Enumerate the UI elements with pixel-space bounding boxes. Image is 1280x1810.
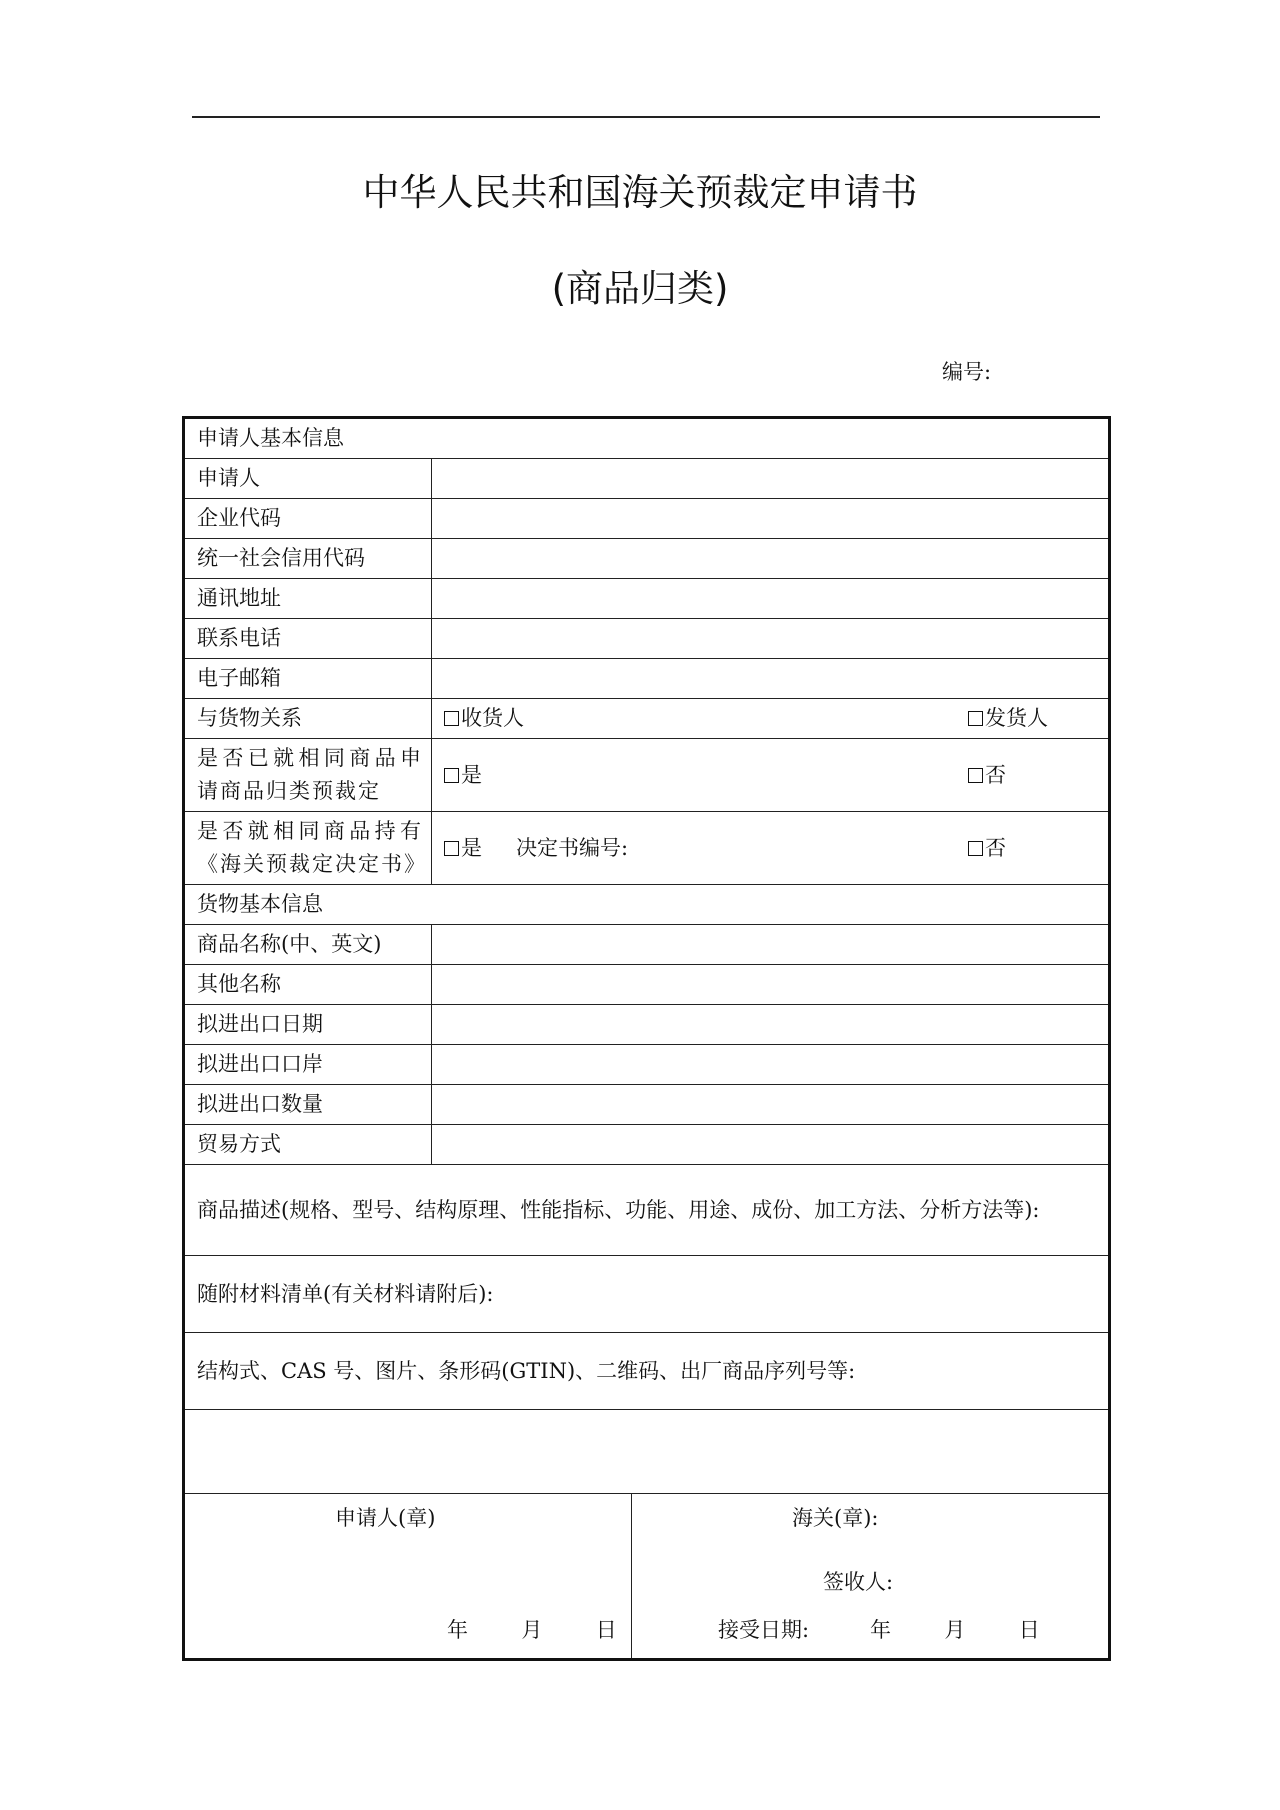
structure-field[interactable] — [184, 1333, 1110, 1410]
applicant-date-label: 年 月 日 — [447, 1618, 617, 1642]
applied-no-option[interactable] — [968, 759, 1072, 792]
trade-mode-field[interactable] — [432, 1125, 1110, 1165]
phone-label: 联系电话 — [184, 619, 432, 659]
relation-label: 与货物关系 — [184, 699, 432, 739]
page-title: 中华人民共和国海关预裁定申请书 — [362, 171, 918, 214]
address-label: 通讯地址 — [184, 579, 432, 619]
consignee-option-label: 收货人 — [461, 706, 524, 730]
applied-yes-label: 是 — [461, 762, 482, 787]
credit-code-field[interactable] — [432, 539, 1110, 579]
holds-no-label: 否 — [985, 835, 1007, 860]
enterprise-code-field[interactable] — [432, 499, 1110, 539]
header-rule — [192, 116, 1100, 118]
checkbox-icon[interactable] — [968, 711, 983, 726]
serial-number-label: 编号: — [942, 360, 992, 384]
applicant-section-heading: 申请人基本信息 — [184, 418, 1110, 459]
date-field[interactable] — [432, 1005, 1110, 1045]
holds-yes-label: 是 — [461, 835, 482, 860]
goods-section-heading: 货物基本信息 — [184, 885, 1110, 925]
consignor-option-label: 发货人 — [985, 706, 1049, 730]
enterprise-code-label: 企业代码 — [184, 499, 432, 539]
applicant-field[interactable] — [432, 459, 1110, 499]
customs-signature-cell[interactable] — [632, 1494, 1110, 1660]
attachments-label: 随附材料清单(有关材料请附后): — [197, 1281, 494, 1306]
goods-name-field[interactable] — [432, 925, 1110, 965]
customs-date-label: 年 月 日 — [870, 1618, 1040, 1642]
other-name-label: 其他名称 — [184, 965, 432, 1005]
applied-yes-option[interactable] — [444, 759, 482, 792]
receiver-label: 签收人: — [823, 1570, 894, 1594]
email-label: 电子邮箱 — [184, 659, 432, 699]
applicant-signature-cell[interactable] — [184, 1494, 632, 1660]
relation-options — [432, 699, 1110, 739]
checkbox-icon[interactable] — [444, 711, 459, 726]
holds-decision-options — [432, 812, 1110, 885]
goods-description-field[interactable] — [184, 1165, 1110, 1256]
quantity-field[interactable] — [432, 1085, 1110, 1125]
applicant-seal-label: 申请人(章) — [335, 1506, 436, 1530]
applicant-label: 申请人 — [184, 459, 432, 499]
trade-mode-label: 贸易方式 — [184, 1125, 432, 1165]
goods-name-label: 商品名称(中、英文) — [184, 925, 432, 965]
phone-field[interactable] — [432, 619, 1110, 659]
applied-before-label: 是否已就相同商品申请商品归类预裁定 — [184, 739, 432, 812]
application-form-table — [182, 416, 1111, 1661]
holds-no-option[interactable] — [968, 832, 1072, 865]
goods-description-label: 商品描述(规格、型号、结构原理、性能指标、功能、用途、成份、加工方法、分析方法等): — [197, 1197, 1040, 1222]
applied-before-options — [432, 739, 1110, 812]
checkbox-icon[interactable] — [968, 841, 983, 856]
address-field[interactable] — [432, 579, 1110, 619]
blank-field[interactable] — [184, 1410, 1110, 1494]
structure-label: 结构式、CAS 号、图片、条形码(GTIN)、二维码、出厂商品序列号等: — [197, 1358, 856, 1383]
page-subtitle: (商品归类) — [551, 267, 729, 310]
attachments-field[interactable] — [184, 1256, 1110, 1333]
applied-no-label: 否 — [985, 762, 1007, 787]
port-label: 拟进出口口岸 — [184, 1045, 432, 1085]
date-label: 拟进出口日期 — [184, 1005, 432, 1045]
consignor-option[interactable] — [968, 702, 1072, 735]
other-name-field[interactable] — [432, 965, 1110, 1005]
customs-seal-label: 海关(章): — [792, 1506, 879, 1530]
checkbox-icon[interactable] — [444, 768, 459, 783]
checkbox-icon[interactable] — [444, 841, 459, 856]
receipt-date-label: 接受日期: — [718, 1618, 810, 1642]
quantity-label: 拟进出口数量 — [184, 1085, 432, 1125]
holds-yes-option[interactable] — [444, 832, 628, 865]
decision-number-label: 决定书编号: — [516, 835, 629, 860]
email-field[interactable] — [432, 659, 1110, 699]
port-field[interactable] — [432, 1045, 1110, 1085]
consignee-option[interactable] — [444, 702, 524, 735]
holds-decision-label: 是否就相同商品持有《海关预裁定决定书》 — [184, 812, 432, 885]
checkbox-icon[interactable] — [968, 768, 983, 783]
credit-code-label: 统一社会信用代码 — [184, 539, 432, 579]
